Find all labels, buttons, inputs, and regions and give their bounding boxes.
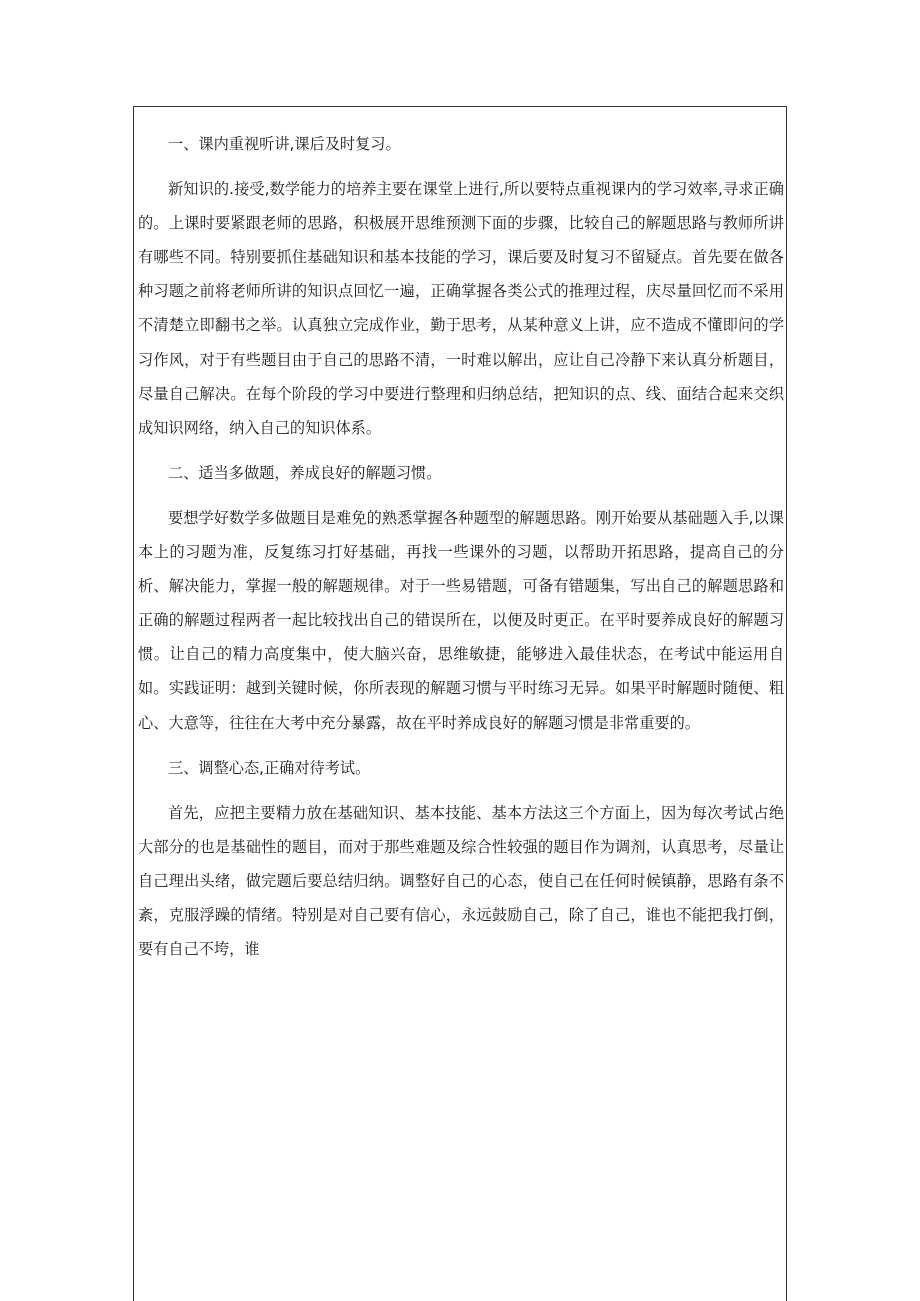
section-heading-1: 一、课内重视听讲,课后及时复习。 <box>168 135 401 153</box>
section-paragraph-1: 新知识的.接受,数学能力的培养主要在课堂上进行,所以要特点重视课内的学习效率,寻求正确的。上课时要紧跟老师的思路，积极展开思维预测下面的步骤，比较自己的解题思路与教师所讲有哪些不同。特别要抓住基础知识和基本技能的学习，课后要及时复习不留疑点。首先要在做各种习题之前将老师所讲的知识点回忆一遍，正确掌握各类公式的推理过程，庆尽量回忆而不采用不清楚立即翻书之举。认真独立完成作业，勤于思考，从某种意义上讲，应不造成不懂即问的学习作风，对于有些题目由于自己的思路不清，一时难以解出，应让自己冷静下来认真分析题目，尽量自己解决。在每个阶段的学习中要进行整理和归纳总结，把知识的点、线、面结合起来交织成知识网络，纳入自己的知识体系。 <box>138 180 784 437</box>
section-heading-3: 三、调整心态,正确对待考试。 <box>168 758 371 777</box>
document-frame <box>133 106 787 1301</box>
document-body <box>138 127 784 966</box>
section-heading-2: 二、适当多做题，养成良好的解题习惯。 <box>168 463 442 482</box>
section-paragraph-3: 首先，应把主要精力放在基础知识、基本技能、基本方法这三个方面上，因为每次考试占绝大部分的也是基础性的题目，而对于那些难题及综合性较强的题目作为调剂，认真思考，尽量让自己理出头绪，做完题后要总结归纳。调整好自己的心态，使自己在任何时候镇静，思路有条不紊，克服浮躁的情绪。特别是对自己要有信心，永远鼓励自己，除了自己，谁也不能把我打倒，要有自己不垮，谁 <box>138 803 784 959</box>
section-paragraph-2: 要想学好数学多做题目是难免的熟悉掌握各种题型的解题思路。刚开始要从基础题入手,以课本上的习题为准，反复练习打好基础，再找一些课外的习题，以帮助开拓思路，提高自己的分析、解决能力，掌握一般的解题规律。对于一些易错题，可备有错题集，写出自己的解题思路和正确的解题过程两者一起比较找出自己的错误所在，以便及时更正。在平时要养成良好的解题习惯。让自己的精力高度集中，使大脑兴奋，思维敏捷，能够进入最佳状态，在考试中能运用自如。实践证明：越到关键时候，你所表现的解题习惯与平时练习无异。如果平时解题时随便、粗心、大意等，往往在大考中充分暴露，故在平时养成良好的解题习惯是非常重要的。 <box>138 508 784 732</box>
